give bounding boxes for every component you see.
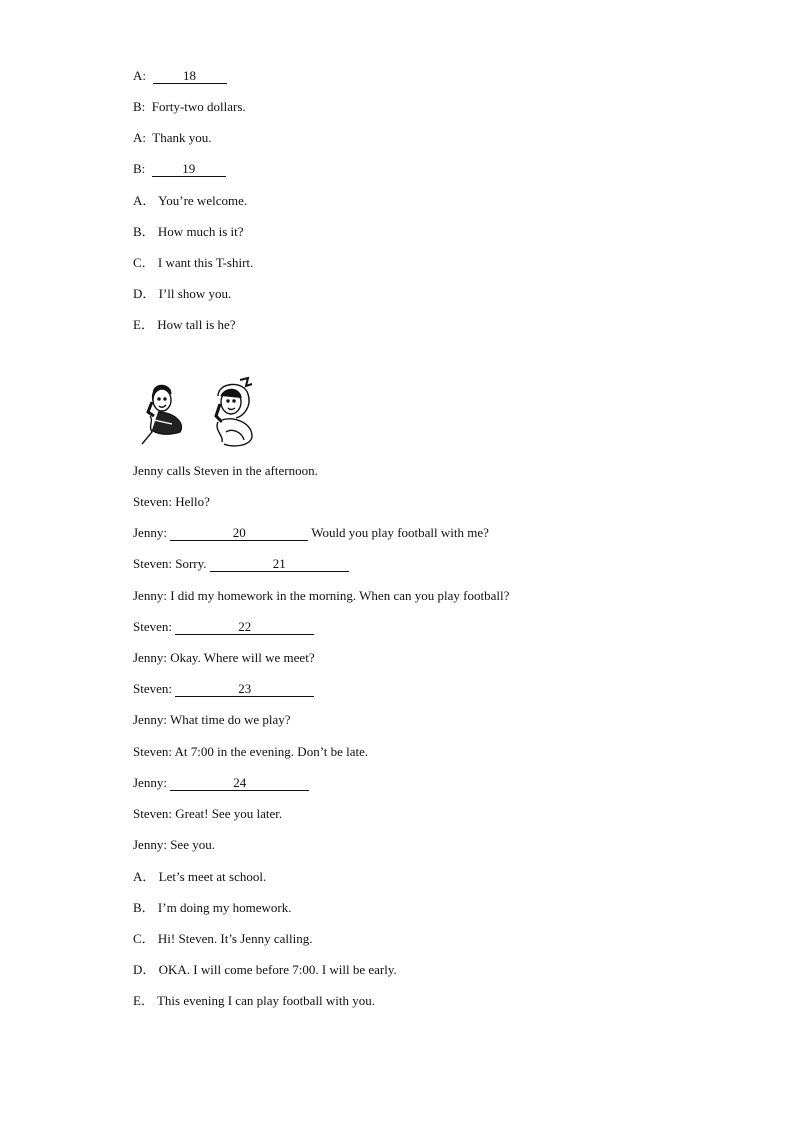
speaker: Jenny: [133,588,167,603]
dialog2-option-a [133,869,266,885]
dialog2-line-8 [133,712,291,728]
option-text: You’re welcome. [158,193,248,208]
dialog2-line-1 [133,494,210,510]
line-text: Okay. Where will we meet? [170,650,315,665]
answer-blank-20[interactable]: 20 [170,526,308,541]
dialog1-line-a1 [133,68,227,84]
answer-blank-24[interactable]: 24 [170,776,309,791]
dialog1-line-b2 [133,161,226,177]
dialog1-line-b1 [133,99,246,115]
line-text: Sorry. [175,556,207,571]
dialog2-option-d [133,962,397,978]
speaker: Jenny: [133,712,167,727]
line-text: Great! See you later. [175,806,283,821]
dialog2-option-b [133,900,292,916]
dialog2-line-5 [133,619,314,635]
speaker: Jenny: [133,525,167,540]
option-text: Let’s meet at school. [158,869,267,884]
line-text: At 7:00 in the evening. Don’t be late. [174,744,369,759]
boy-on-phone-icon [142,386,181,445]
option-letter: B． [133,900,155,915]
dialog2-line-9 [133,744,368,760]
answer-blank-21[interactable]: 21 [210,557,349,572]
line-text: Thank you. [152,130,212,145]
option-letter: C． [133,931,155,946]
dialog2-line-4 [133,588,509,604]
option-letter: A． [133,193,156,208]
dialog2-option-c [133,931,312,947]
dialog1-line-a2 [133,130,211,146]
phone-call-illustration [132,376,262,448]
option-text: How much is it? [157,224,244,239]
speaker: Jenny: [133,775,167,790]
option-letter: B． [133,224,155,239]
line-text: See you. [170,837,215,852]
line-text: Hello? [175,494,210,509]
answer-blank-23[interactable]: 23 [175,682,314,697]
dialog1-option-a [133,193,247,209]
answer-blank-18[interactable]: 18 [153,69,227,84]
option-text: I want this T-shirt. [157,255,254,270]
dialog1-option-c [133,255,253,271]
dialog1-option-d [133,286,231,302]
dialog2-option-e [133,993,375,1009]
dialog2-line-11 [133,806,282,822]
speaker: Jenny: [133,837,167,852]
speaker: A: [133,130,146,145]
speaker: Jenny: [133,650,167,665]
dialog2-line-3 [133,556,349,572]
option-letter: D． [133,962,156,977]
line-text: What time do we play? [169,712,291,727]
dialog2-line-10 [133,775,309,791]
speaker: Steven: [133,619,172,634]
option-letter: A． [133,869,156,884]
answer-blank-19[interactable]: 19 [152,162,226,177]
speaker: Steven: [133,556,172,571]
option-text: OKA. I will come before 7:00. I will be early. [158,962,397,977]
line-text: Forty-two dollars. [151,99,246,114]
dialog2-line-12 [133,837,215,853]
line-text: I did my homework in the morning. When can you play football? [170,588,510,603]
dialog2-line-6 [133,650,315,666]
option-text: I’m doing my homework. [157,900,292,915]
dialog2-line-7 [133,681,314,697]
answer-blank-22[interactable]: 22 [175,620,314,635]
speaker: B: [133,161,146,176]
speaker: Steven: [133,494,172,509]
speaker: B: [133,99,146,114]
option-text: I’ll show you. [158,286,232,301]
dialog1-option-b [133,224,244,240]
girl-on-phone-icon [216,378,252,446]
option-text: Hi! Steven. It’s Jenny calling. [157,931,313,946]
option-text: This evening I can play football with you. [156,993,376,1008]
option-letter: E． [133,993,154,1008]
option-text: How tall is he? [157,317,236,332]
dialog1-option-e [133,317,236,333]
speaker: A: [133,68,146,83]
line-text: Would you play football with me? [311,525,489,540]
option-letter: D． [133,286,156,301]
speaker: Steven: [133,681,172,696]
speaker: Steven: [133,806,172,821]
option-letter: E． [133,317,154,332]
dialog2-intro: Jenny calls Steven in the afternoon. [133,463,318,478]
option-letter: C． [133,255,155,270]
speaker: Steven: [133,744,172,759]
dialog2-line-2 [133,525,489,541]
